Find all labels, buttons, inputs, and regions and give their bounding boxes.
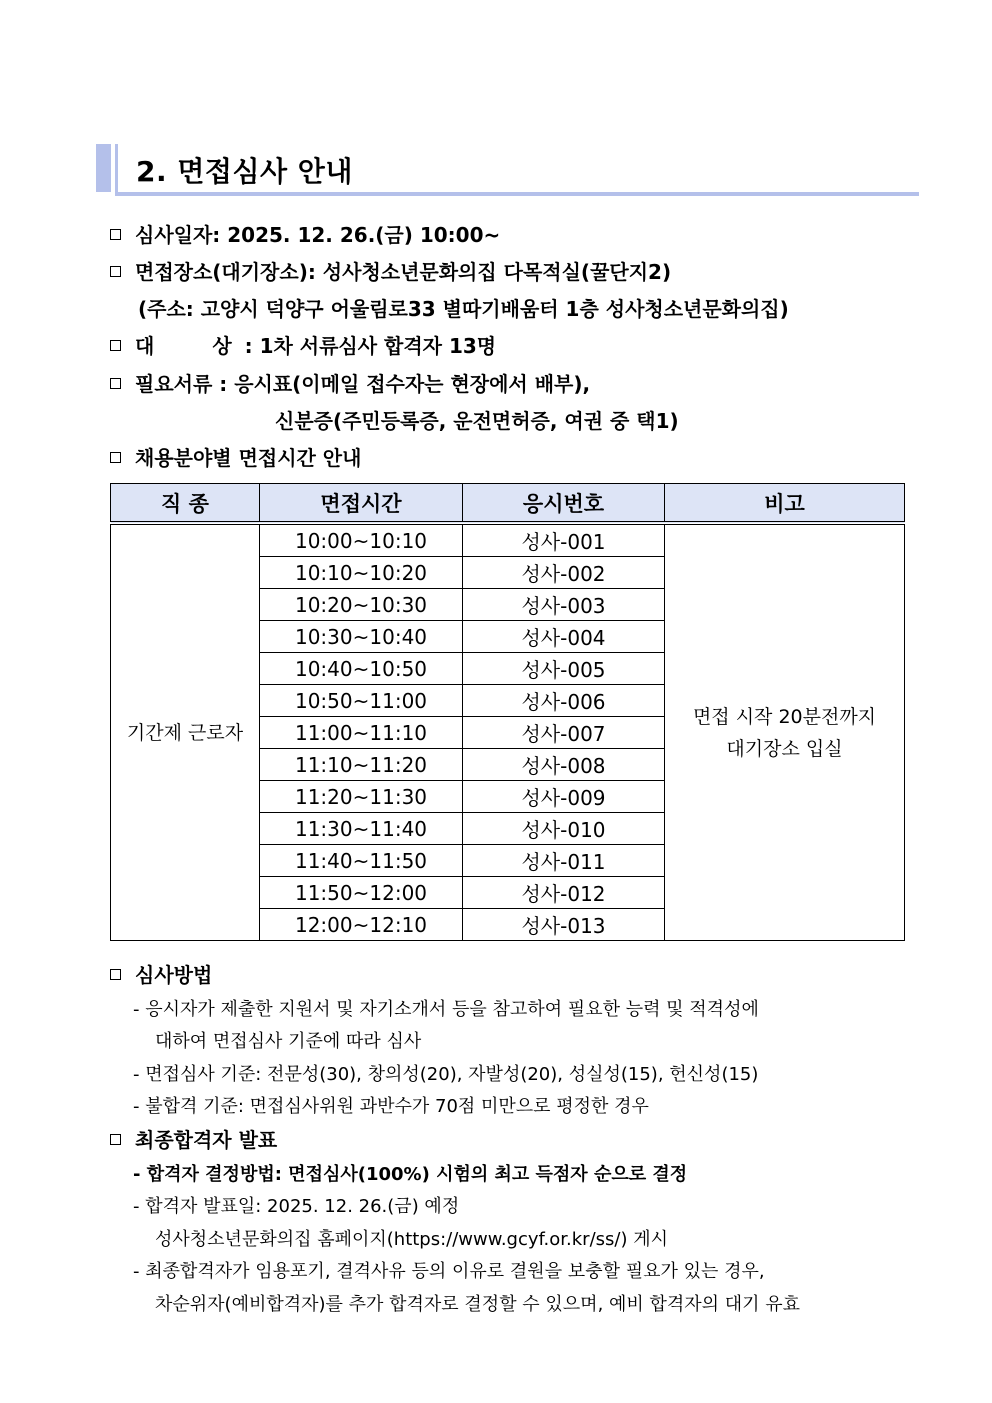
number-cell: 성사-004 [463,621,665,653]
item-target [110,330,496,359]
docs-text: 필요서류 : 응시표(이메일 접수자는 현장에서 배부), [135,372,591,396]
item-schedule [110,442,361,471]
date-text: 심사일자: 2025. 12. 26.(금) 10:00~ [135,223,501,247]
method-bullet-1: - 응시자가 제출한 지원서 및 자기소개서 등을 참고하여 필요한 능력 및 적격성에 [133,999,759,1020]
time-cell: 10:20~10:30 [260,589,463,621]
method-bullet-1-cont: 대하여 면접심사 기준에 따라 심사 [155,1031,422,1052]
checkbox-bullet-icon [110,969,121,980]
target-value: : 1차 서류심사 합격자 13명 [244,334,497,358]
target-label: 대 [135,334,155,358]
number-cell: 성사-012 [463,877,665,909]
item-place [110,256,671,285]
method-bullet-2: - 면접심사 기준: 전문성(30), 창의성(20), 자발성(20), 성실성(15), 헌신성(15) [133,1064,759,1085]
item-docs [110,368,590,397]
final-heading: 최종합격자 발표 [135,1128,278,1152]
item-date [110,219,500,248]
number-cell: 성사-009 [463,781,665,813]
time-cell: 12:00~12:10 [260,909,463,941]
interview-schedule-table [110,483,905,941]
method-heading-row [110,959,212,988]
number-cell: 성사-007 [463,717,665,749]
header-underline [115,192,919,196]
section-header [96,144,919,196]
number-cell: 성사-010 [463,813,665,845]
final-bullet-2-cont: 성사청소년문화의집 홈페이지(https://www.gcyf.or.kr/ss/) 게시 [155,1229,668,1250]
time-cell: 10:50~11:00 [260,685,463,717]
section-title: 2. 면접심사 안내 [136,155,353,188]
note-cell [665,523,905,941]
number-cell: 성사-003 [463,589,665,621]
final-bullet-2: - 합격자 발표일: 2025. 12. 26.(금) 예정 [133,1196,460,1217]
number-cell: 성사-013 [463,909,665,941]
target-label-2: 상 [212,334,232,358]
method-bullet-3: - 불합격 기준: 면접심사위원 과반수가 70점 미만으로 평정한 경우 [133,1096,649,1117]
number-cell: 성사-006 [463,685,665,717]
schedule-heading: 채용분야별 면접시간 안내 [135,446,362,470]
table-header-row [111,484,905,524]
table-row [111,523,905,557]
time-cell: 10:40~10:50 [260,653,463,685]
number-cell: 성사-005 [463,653,665,685]
job-cell: 기간제 근로자 [111,523,260,941]
header-number: 응시번호 [463,484,665,524]
time-cell: 10:30~10:40 [260,621,463,653]
header-job: 직 종 [111,484,260,524]
final-bullet-1: - 합격자 결정방법: 면접심사(100%) 시험의 최고 득점자 순으로 결정 [133,1164,688,1185]
place-text: 면접장소(대기장소): 성사청소년문화의집 다목적실(꿀단지2) [135,260,672,284]
time-cell: 11:20~11:30 [260,781,463,813]
checkbox-bullet-icon [110,229,121,240]
address-text: (주소: 고양시 덕양구 어울림로33 별따기배움터 1층 성사청소년문화의집) [138,297,789,321]
final-bullet-3-cont: 차순위자(예비합격자)를 추가 합격자로 결정할 수 있으며, 예비 합격자의 대기 유효 [155,1294,801,1315]
time-cell: 11:30~11:40 [260,813,463,845]
time-cell: 11:00~11:10 [260,717,463,749]
time-cell: 10:10~10:20 [260,557,463,589]
note-line-1: 면접 시작 20분전까지 [692,705,877,728]
note-line-2: 대기장소 입실 [726,737,843,760]
method-heading: 심사방법 [135,963,213,987]
checkbox-bullet-icon [110,340,121,351]
time-cell: 11:10~11:20 [260,749,463,781]
number-cell: 성사-001 [463,523,665,557]
final-heading-row [110,1124,277,1153]
header-accent-bar [96,144,111,192]
checkbox-bullet-icon [110,1134,121,1145]
header-note: 비고 [665,484,905,524]
docs-cont-text: 신분증(주민등록증, 운전면허증, 여권 중 택1) [275,409,679,433]
time-cell: 10:00~10:10 [260,523,463,557]
time-cell: 11:50~12:00 [260,877,463,909]
header-accent-line [115,144,118,192]
number-cell: 성사-011 [463,845,665,877]
checkbox-bullet-icon [110,266,121,277]
header-time: 면접시간 [260,484,463,524]
number-cell: 성사-002 [463,557,665,589]
time-cell: 11:40~11:50 [260,845,463,877]
final-bullet-3: - 최종합격자가 임용포기, 결격사유 등의 이유로 결원을 보충할 필요가 있는 경우, [133,1261,765,1282]
number-cell: 성사-008 [463,749,665,781]
checkbox-bullet-icon [110,452,121,463]
checkbox-bullet-icon [110,378,121,389]
